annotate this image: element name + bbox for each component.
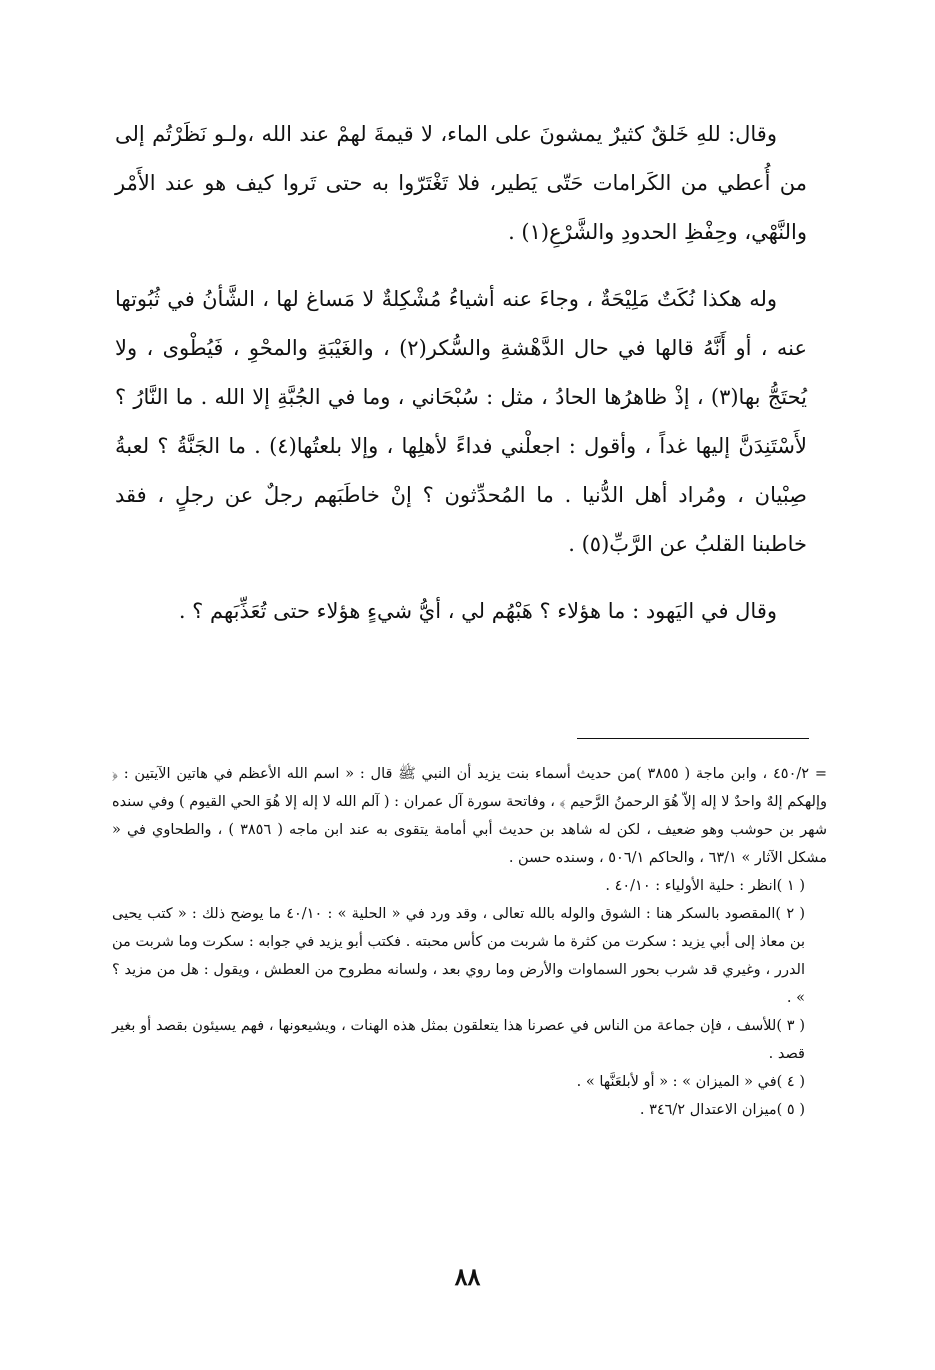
footnote-4: ( ٤ )في « الميزان » : « أو لأبلعَنَّها » . <box>576 1074 805 1090</box>
footnote-1: ( ١ )انظر : حلية الأولياء : ٤٠/١٠ . <box>605 878 805 894</box>
footnote-5: ( ٥ )ميزان الاعتدال ٣٤٦/٢ . <box>639 1102 805 1118</box>
main-text <box>115 110 807 654</box>
footnote-3: ( ٣ )للأسف ، فإن جماعة من الناس في عصرنا هذا يتعلقون بمثل هذه الهنات ، ويشيعونها ، فهم يسيئون بقصد أو بغير قصد . <box>112 1018 805 1062</box>
footnote-continuation: = ٤٥٠/٢ ، وابن ماجة ( ٣٨٥٥ )من حديث أسماء بنت يزيد أن النبي ﷺ قال : « اسم الله الأعظم في هاتين الآيتين : ﴿ وإلهكم إلهٌ واحدٌ لا إله إلاّ هُوَ الرحمنُ الرَّحيم ﴾ ، وفاتحة سورة آل عمران : ( آلم الله لا إله إلا هُوَ الحي القيوم ) وفي سنده شهر بن حوشب وهو ضعيف ، لكن له شاهد بن حديث أبي أمامة يتقوى به عند ابن ماجه ( ٣٨٥٦ ) ، والطحاوي في « مشكل الآثار » ٦٣/١ ، والحاكم ٥٠٦/١ ، وسنده حسن . <box>112 766 827 866</box>
footnote-separator <box>577 738 809 739</box>
page-number: ٨٨ <box>454 1262 481 1291</box>
paragraph-3: وقال في اليَهود : ما هؤلاء ؟ هَبْهُم لي ، أيُّ شيءٍ هؤلاء حتى تُعَذِّبَهم ؟ . <box>178 599 777 623</box>
paragraph-1: وقال: للهِ خَلقٌ كثيرٌ يمشونَ على الماء، لا قيمةَ لهمْ عند الله ،ولـو نَظَرْتُم إلى من أُعطي من الكَرامات حَتّى يَطير، فلا تَغْتَرّوا به حتى تَروا كيف هو عند الأَمْر والنَّهْي، وحِفْظِ الحدودِ والشَّرْعِ(١) . <box>115 122 807 244</box>
footnote-2: ( ٢ )المقصود بالسكر هنا : الشوق والوله بالله تعالى ، وقد ورد في « الحلية » : ٤٠/١٠ ما يوضح ذلك : « كتب يحيى بن معاذ إلى أبي يزيد : سكرت من كثرة ما شربت من كأس محبته . فكتب أبو يزيد في جوابه : سكرت وما شربت من الدرر ، وغيري قد شرب بحور السماوات والأرض وما روي بعد ، ولسانه مطروح من العطش ، ويقول : هل من مزيد ؟ » . <box>112 906 806 1006</box>
paragraph-2: وله هكذا نُكَتٌ مَلِيْحَةٌ ، وجاءَ عنه أشياءُ مُشْكِلةٌ لا مَساغ لها ، الشَّأنُ في ثُبُوتها عنه ، أو أَنَّهُ قالها في حال الدَّهْشةِ والسُّكر(٢) ، والغَيْبَةِ والمحْوِ ، فَيُطْوى ، ولا يُحتَجُّ بها(٣) ، إذْ ظاهرُها الحادُ ، مثل : سُبْحَاني ، وما في الجُبَّةِ إلا الله . ما النَّارُ ؟ لأَسْتَنِدَنَّ إليها غداً ، وأقول : اجعلْني فداءً لأهلِها ، وإلا بلعتُها(٤) . ما الجَنَّةُ ؟ لعبةُ صِبْيان ، ومُراد أهل الدُّنيا . ما المُحدِّثون ؟ إنْ خاطَبَهم رجلٌ عن رجلٍ ، فقد خاطبنا القلبُ عن الرَّبِّ(٥) . <box>115 287 808 556</box>
footnotes <box>112 760 827 1124</box>
